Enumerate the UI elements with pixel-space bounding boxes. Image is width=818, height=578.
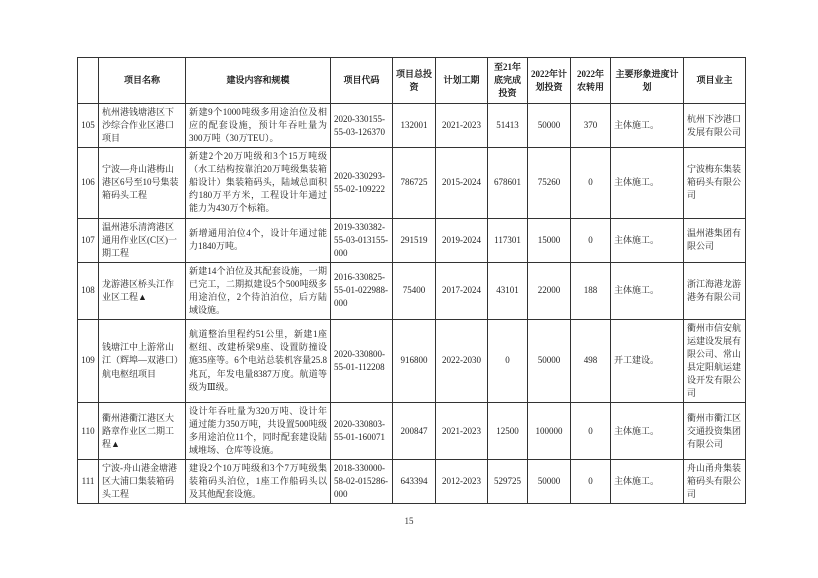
cell-period: 2021-2023 — [436, 403, 488, 460]
cell-content: 新建9个1000吨级多用途泊位及相应的配套设施，预计年吞吐量为300万吨（30万TEU）。 — [186, 104, 331, 148]
cell-farmland_2022: 370 — [571, 104, 611, 148]
cell-done_by_2021: 0 — [488, 319, 528, 402]
cell-no: 109 — [78, 319, 99, 402]
column-header — [78, 58, 99, 104]
table-row — [78, 262, 746, 319]
cell-owner: 浙江海港龙游港务有限公司 — [684, 262, 746, 319]
cell-progress: 主体施工。 — [611, 104, 684, 148]
cell-no: 110 — [78, 403, 99, 460]
cell-name: 杭州港钱塘港区下沙综合作业区港口项目 — [99, 104, 186, 148]
cell-total: 200847 — [393, 403, 436, 460]
cell-period: 2015-2024 — [436, 148, 488, 218]
cell-plan_2022: 75260 — [528, 148, 571, 218]
cell-done_by_2021: 12500 — [488, 403, 528, 460]
cell-owner: 宁波梅东集装箱码头有限公司 — [684, 148, 746, 218]
cell-total: 786725 — [393, 148, 436, 218]
cell-period: 2019-2024 — [436, 218, 488, 262]
table-body — [78, 104, 746, 504]
cell-content: 设计年吞吐量为320万吨、设计年通过能力350万吨，共设置500吨级多用途泊位11个，同时配套建设陆域堆场、仓库等设施。 — [186, 403, 331, 460]
cell-code: 2020-330800-55-01-112208 — [331, 319, 393, 402]
cell-plan_2022: 50000 — [528, 104, 571, 148]
cell-farmland_2022: 0 — [571, 403, 611, 460]
cell-no: 107 — [78, 218, 99, 262]
cell-plan_2022: 50000 — [528, 319, 571, 402]
cell-code: 2016-330825-55-01-022988-000 — [331, 262, 393, 319]
cell-total: 75400 — [393, 262, 436, 319]
cell-owner: 温州港集团有限公司 — [684, 218, 746, 262]
table-row — [78, 104, 746, 148]
cell-content: 航道整治里程约51公里，新建1座枢纽、改建桥梁9座、设置防撞设施35座等。6个电站总装机容量25.8兆瓦，年发电量8387万度。航道等级为Ⅲ级。 — [186, 319, 331, 402]
cell-content: 新建2个20万吨级和3个15万吨级（水工结构按靠泊20万吨级集装箱船设计）集装箱码头，陆域总面积约180万平方米，工程设计年通过能力为430万个标箱。 — [186, 148, 331, 218]
cell-code: 2020-330155-55-03-126370 — [331, 104, 393, 148]
table-row — [78, 148, 746, 218]
cell-progress: 主体施工。 — [611, 262, 684, 319]
cell-total: 916800 — [393, 319, 436, 402]
column-header: 项目名称 — [99, 58, 186, 104]
column-header: 项目代码 — [331, 58, 393, 104]
column-header: 项目业主 — [684, 58, 746, 104]
cell-done_by_2021: 51413 — [488, 104, 528, 148]
table-row — [78, 319, 746, 402]
cell-progress: 开工建设。 — [611, 319, 684, 402]
cell-done_by_2021: 117301 — [488, 218, 528, 262]
cell-plan_2022: 15000 — [528, 218, 571, 262]
cell-owner: 衢州市信安航运建设发展有限公司、常山县定阳航运建设开发有限公司 — [684, 319, 746, 402]
cell-total: 291519 — [393, 218, 436, 262]
cell-done_by_2021: 678601 — [488, 148, 528, 218]
table-row — [78, 460, 746, 504]
cell-total: 643394 — [393, 460, 436, 504]
cell-name: 宁波—舟山港梅山港区6号至10号集装箱码头工程 — [99, 148, 186, 218]
column-header: 项目总投资 — [393, 58, 436, 104]
cell-plan_2022: 22000 — [528, 262, 571, 319]
cell-farmland_2022: 0 — [571, 218, 611, 262]
cell-content: 建设2个10万吨级和3个7万吨级集装箱码头泊位，1座工作船码头以及其他配套设施。 — [186, 460, 331, 504]
cell-progress: 主体施工。 — [611, 403, 684, 460]
cell-total: 132001 — [393, 104, 436, 148]
cell-name: 温州港乐清湾港区通用作业区(C区)一期工程 — [99, 218, 186, 262]
cell-progress: 主体施工。 — [611, 148, 684, 218]
cell-plan_2022: 50000 — [528, 460, 571, 504]
cell-farmland_2022: 188 — [571, 262, 611, 319]
cell-period: 2021-2023 — [436, 104, 488, 148]
cell-period: 2022-2030 — [436, 319, 488, 402]
cell-farmland_2022: 0 — [571, 148, 611, 218]
column-header: 至21年底完成投资 — [488, 58, 528, 104]
cell-period: 2017-2024 — [436, 262, 488, 319]
table-header-row — [78, 58, 746, 104]
cell-name: 龙游港区桥头江作业区工程▲ — [99, 262, 186, 319]
cell-code: 2020-330803-55-01-160071 — [331, 403, 393, 460]
cell-farmland_2022: 0 — [571, 460, 611, 504]
column-header: 2022年计划投资 — [528, 58, 571, 104]
cell-name: 衢州港衢江港区大路章作业区二期工程▲ — [99, 403, 186, 460]
cell-no: 106 — [78, 148, 99, 218]
cell-code: 2020-330293-55-02-109222 — [331, 148, 393, 218]
column-header: 计划工期 — [436, 58, 488, 104]
column-header: 主要形象进度计划 — [611, 58, 684, 104]
table-row — [78, 403, 746, 460]
cell-plan_2022: 100000 — [528, 403, 571, 460]
cell-done_by_2021: 529725 — [488, 460, 528, 504]
cell-owner: 舟山甬舟集装箱码头有限公司 — [684, 460, 746, 504]
cell-no: 111 — [78, 460, 99, 504]
page-number: 15 — [404, 516, 414, 526]
cell-farmland_2022: 498 — [571, 319, 611, 402]
cell-progress: 主体施工。 — [611, 460, 684, 504]
cell-done_by_2021: 43101 — [488, 262, 528, 319]
cell-owner: 衢州市衢江区交通投资集团有限公司 — [684, 403, 746, 460]
table-row — [78, 218, 746, 262]
column-header: 建设内容和规模 — [186, 58, 331, 104]
cell-code: 2018-330000-58-02-015286-000 — [331, 460, 393, 504]
table-header — [78, 58, 746, 104]
cell-code: 2019-330382-55-03-013155-000 — [331, 218, 393, 262]
cell-name: 钱塘江中上游常山江（辉埠—双港口）航电枢纽项目 — [99, 319, 186, 402]
cell-content: 新增通用泊位4个，设计年通过能力1840万吨。 — [186, 218, 331, 262]
cell-period: 2012-2023 — [436, 460, 488, 504]
cell-owner: 杭州下沙港口发展有限公司 — [684, 104, 746, 148]
cell-no: 105 — [78, 104, 99, 148]
projects-table — [77, 57, 746, 504]
cell-no: 108 — [78, 262, 99, 319]
cell-name: 宁波-舟山港金塘港区大浦口集装箱码头工程 — [99, 460, 186, 504]
cell-progress: 主体施工。 — [611, 218, 684, 262]
cell-content: 新建14个泊位及其配套设施，一期已完工，二期拟建设5个500吨级多用途泊位，2个待泊泊位，后方陆域设施。 — [186, 262, 331, 319]
column-header: 2022年农转用 — [571, 58, 611, 104]
